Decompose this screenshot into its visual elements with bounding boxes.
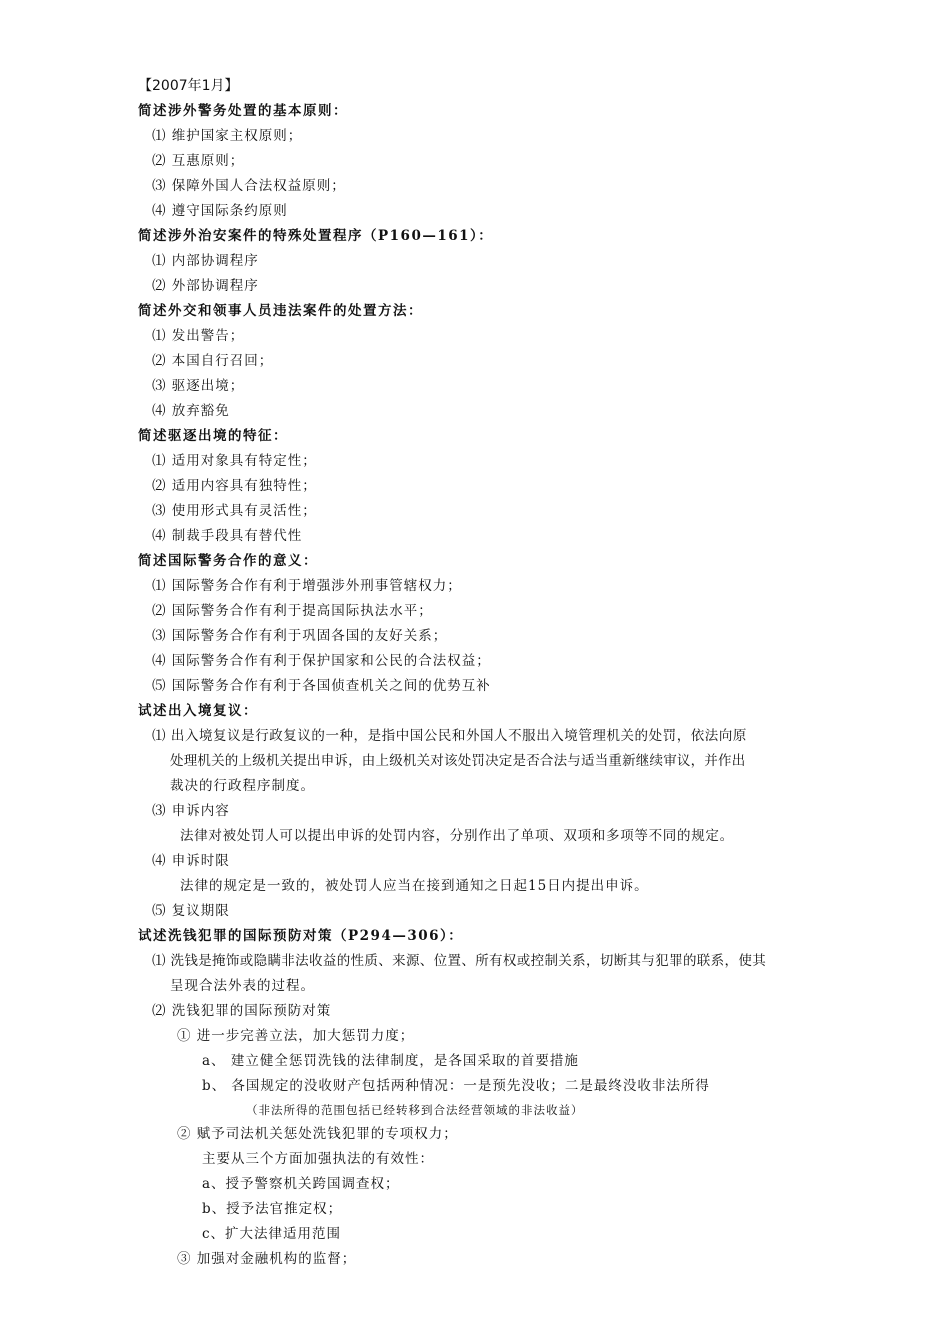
section-heading: 简述涉外警务处置的基本原则： <box>138 103 348 119</box>
list-item: ⑸ 国际警务合作有利于各国侦查机关之间的优势互补 <box>152 678 491 694</box>
list-item: ① 进一步完善立法，加大惩罚力度； <box>177 1028 415 1044</box>
list-item: ⑵ 洗钱犯罪的国际预防对策 <box>152 1003 332 1019</box>
list-item: ⑶ 保障外国人合法权益原则； <box>152 178 346 194</box>
list-item: ⑴ 国际警务合作有利于增强涉外刑事管辖权力； <box>152 578 462 594</box>
paragraph-line: 法律对被处罚人可以提出申诉的处罚内容，分别作出了单项、双项和多项等不同的规定。 <box>180 828 734 844</box>
list-item: c、扩大法律适用范围 <box>202 1226 342 1242</box>
list-item: ⑷ 遵守国际条约原则 <box>152 203 288 219</box>
list-item: ⑵ 本国自行召回； <box>152 353 274 369</box>
note-text: （非法所得的范围包括已经转移到合法经营领域的非法收益） <box>246 1103 584 1117</box>
list-item: ⑵ 外部协调程序 <box>152 278 259 294</box>
list-item: ⑶ 国际警务合作有利于巩固各国的友好关系； <box>152 628 448 644</box>
paragraph-line: ⑴ 出入境复议是行政复议的一种，是指中国公民和外国人不服出入境管理机关的处罚，依法向原 <box>152 728 747 744</box>
list-item: ⑷ 放弃豁免 <box>152 403 230 419</box>
list-item: a、授予警察机关跨国调查权； <box>202 1176 400 1192</box>
section-heading: 简述涉外治安案件的特殊处置程序（P160—161）： <box>138 228 494 244</box>
list-item: ⑴ 维护国家主权原则； <box>152 128 303 144</box>
list-item: ⑶ 申诉内容 <box>152 803 230 819</box>
list-item: ⑴ 适用对象具有特定性； <box>152 453 317 469</box>
paragraph-line: 呈现合法外表的过程。 <box>170 978 315 994</box>
paragraph-line: ⑴ 洗钱是掩饰或隐瞒非法收益的性质、来源、位置、所有权或控制关系，切断其与犯罪的联系，使其 <box>152 953 767 969</box>
list-item: ② 赋予司法机关惩处洗钱犯罪的专项权力； <box>177 1126 458 1142</box>
paragraph-line: 法律的规定是一致的，被处罚人应当在接到通知之日起15日内提出申诉。 <box>180 878 649 894</box>
list-item: a、 建立健全惩罚洗钱的法律制度，是各国采取的首要措施 <box>202 1053 579 1069</box>
section-heading: 简述外交和领事人员违法案件的处置方法： <box>138 303 423 319</box>
list-item: ⑶ 驱逐出境； <box>152 378 245 394</box>
section-heading: 试述洗钱犯罪的国际预防对策（P294—306）： <box>138 928 464 944</box>
date-heading: 【2007年1月】 <box>138 78 239 94</box>
list-item: ⑷ 申诉时限 <box>152 853 230 869</box>
section-heading: 简述驱逐出境的特征： <box>138 428 288 444</box>
list-item: ⑴ 发出警告； <box>152 328 245 344</box>
section-heading: 试述出入境复议： <box>138 703 258 719</box>
list-item: ⑵ 国际警务合作有利于提高国际执法水平； <box>152 603 433 619</box>
list-item: ⑵ 适用内容具有独特性； <box>152 478 317 494</box>
list-item: ⑵ 互惠原则； <box>152 153 245 169</box>
list-item: ⑷ 制裁手段具有替代性 <box>152 528 303 544</box>
paragraph-line: 裁决的行政程序制度。 <box>170 778 315 794</box>
paragraph-line: 主要从三个方面加强执法的有效性： <box>202 1151 434 1167</box>
list-item: ⑴ 内部协调程序 <box>152 253 259 269</box>
list-item: b、授予法官推定权； <box>202 1201 343 1217</box>
paragraph-line: 处理机关的上级机关提出申诉，由上级机关对该处罚决定是否合法与适当重新继续审议，并作出 <box>170 753 746 769</box>
list-item: ③ 加强对金融机构的监督； <box>177 1251 357 1267</box>
list-item: ⑶ 使用形式具有灵活性； <box>152 503 317 519</box>
list-item: ⑸ 复议期限 <box>152 903 230 919</box>
section-heading: 简述国际警务合作的意义： <box>138 553 318 569</box>
list-item: ⑷ 国际警务合作有利于保护国家和公民的合法权益； <box>152 653 491 669</box>
list-item: b、 各国规定的没收财产包括两种情况：一是预先没收；二是最终没收非法所得 <box>202 1078 710 1094</box>
